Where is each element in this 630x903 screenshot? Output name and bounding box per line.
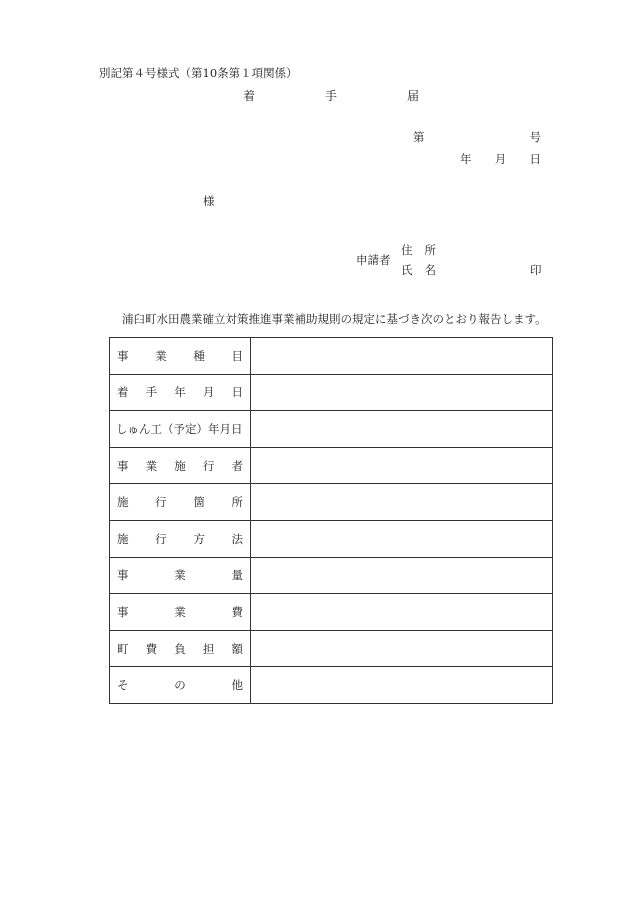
label-char: 施 — [117, 531, 129, 546]
label-char: 施 — [174, 458, 186, 473]
date-char: 年 — [460, 152, 472, 166]
document-title — [243, 90, 419, 102]
label-char: 業 — [174, 604, 186, 619]
row-value-cell[interactable] — [251, 374, 553, 411]
table-row — [110, 374, 553, 411]
applicant-label: 申請者 — [356, 253, 391, 267]
seal-mark: 印 — [530, 263, 542, 277]
label-char: 業 — [145, 458, 158, 473]
label-char: 事 — [117, 604, 129, 619]
name-char: 名 — [424, 263, 436, 277]
name-char: 氏 — [401, 263, 413, 277]
row-label — [110, 484, 251, 521]
label-char: 箇 — [193, 495, 205, 510]
label-char: 行 — [155, 495, 167, 510]
row-label — [110, 411, 251, 448]
form-number-label: 別記第４号様式（第10条第１項関係） — [99, 66, 298, 80]
label-char: 所 — [231, 495, 243, 510]
row-value-cell[interactable] — [251, 520, 553, 557]
row-value-cell[interactable] — [251, 630, 553, 667]
label-char: 額 — [231, 641, 243, 656]
label-char: の — [174, 678, 186, 693]
label-text: しゅん工（予定）年月日 — [116, 421, 243, 436]
date-char: 月 — [494, 152, 507, 166]
label-char: 事 — [117, 568, 129, 583]
table-row — [110, 484, 553, 521]
label-char: 他 — [231, 678, 243, 693]
applicant-name-label — [401, 265, 436, 277]
label-char: そ — [117, 678, 129, 693]
applicant-address-label — [401, 245, 436, 257]
number-char: 第 — [413, 130, 425, 144]
label-char: 法 — [231, 531, 243, 546]
row-value-cell[interactable] — [251, 338, 553, 375]
label-char: 事 — [117, 458, 129, 473]
title-char: 着 — [243, 89, 256, 103]
row-value-cell[interactable] — [251, 557, 553, 594]
label-char: 業 — [174, 568, 186, 583]
label-char: 者 — [231, 458, 243, 473]
document-number — [413, 132, 541, 144]
table-row — [110, 667, 553, 704]
label-char: 着 — [117, 385, 129, 400]
label-char: 種 — [193, 348, 205, 363]
row-label — [110, 667, 251, 704]
row-value-cell[interactable] — [251, 484, 553, 521]
label-char: 年 — [174, 385, 186, 400]
label-char: 町 — [117, 641, 129, 656]
table-row — [110, 338, 553, 375]
report-statement: 浦臼町水田農業確立対策推進事業補助規則の規定に基づき次のとおり報告します。 — [122, 312, 547, 326]
report-table — [109, 337, 553, 704]
table-row — [110, 447, 553, 484]
label-char: 目 — [231, 348, 243, 363]
row-label — [110, 520, 251, 557]
label-char: 費 — [145, 641, 158, 656]
row-label — [110, 374, 251, 411]
label-char: 行 — [202, 458, 215, 473]
address-char: 所 — [424, 243, 436, 257]
date-char: 日 — [529, 152, 541, 166]
addressee-suffix: 様 — [203, 194, 215, 208]
table-row — [110, 520, 553, 557]
row-label — [110, 630, 251, 667]
row-value-cell[interactable] — [251, 447, 553, 484]
row-label — [110, 338, 251, 375]
row-value-cell[interactable] — [251, 411, 553, 448]
label-char: 業 — [155, 348, 167, 363]
table-row — [110, 630, 553, 667]
label-char: 施 — [117, 495, 129, 510]
row-value-cell[interactable] — [251, 594, 553, 631]
label-char: 量 — [231, 568, 243, 583]
table-row — [110, 411, 553, 448]
label-char: 担 — [202, 641, 215, 656]
number-char: 号 — [529, 130, 541, 144]
label-char: 事 — [117, 348, 129, 363]
label-char: 方 — [193, 531, 205, 546]
table-row — [110, 594, 553, 631]
row-label — [110, 447, 251, 484]
title-char: 届 — [406, 89, 419, 103]
label-char: 日 — [231, 385, 243, 400]
row-label — [110, 557, 251, 594]
address-char: 住 — [401, 243, 413, 257]
row-label — [110, 594, 251, 631]
title-char: 手 — [324, 89, 337, 103]
label-char: 負 — [174, 641, 186, 656]
row-value-cell[interactable] — [251, 667, 553, 704]
label-char: 費 — [231, 604, 243, 619]
table-row — [110, 557, 553, 594]
document-date — [460, 154, 541, 166]
label-char: 行 — [155, 531, 167, 546]
label-char: 手 — [145, 385, 158, 400]
label-char: 月 — [202, 385, 215, 400]
